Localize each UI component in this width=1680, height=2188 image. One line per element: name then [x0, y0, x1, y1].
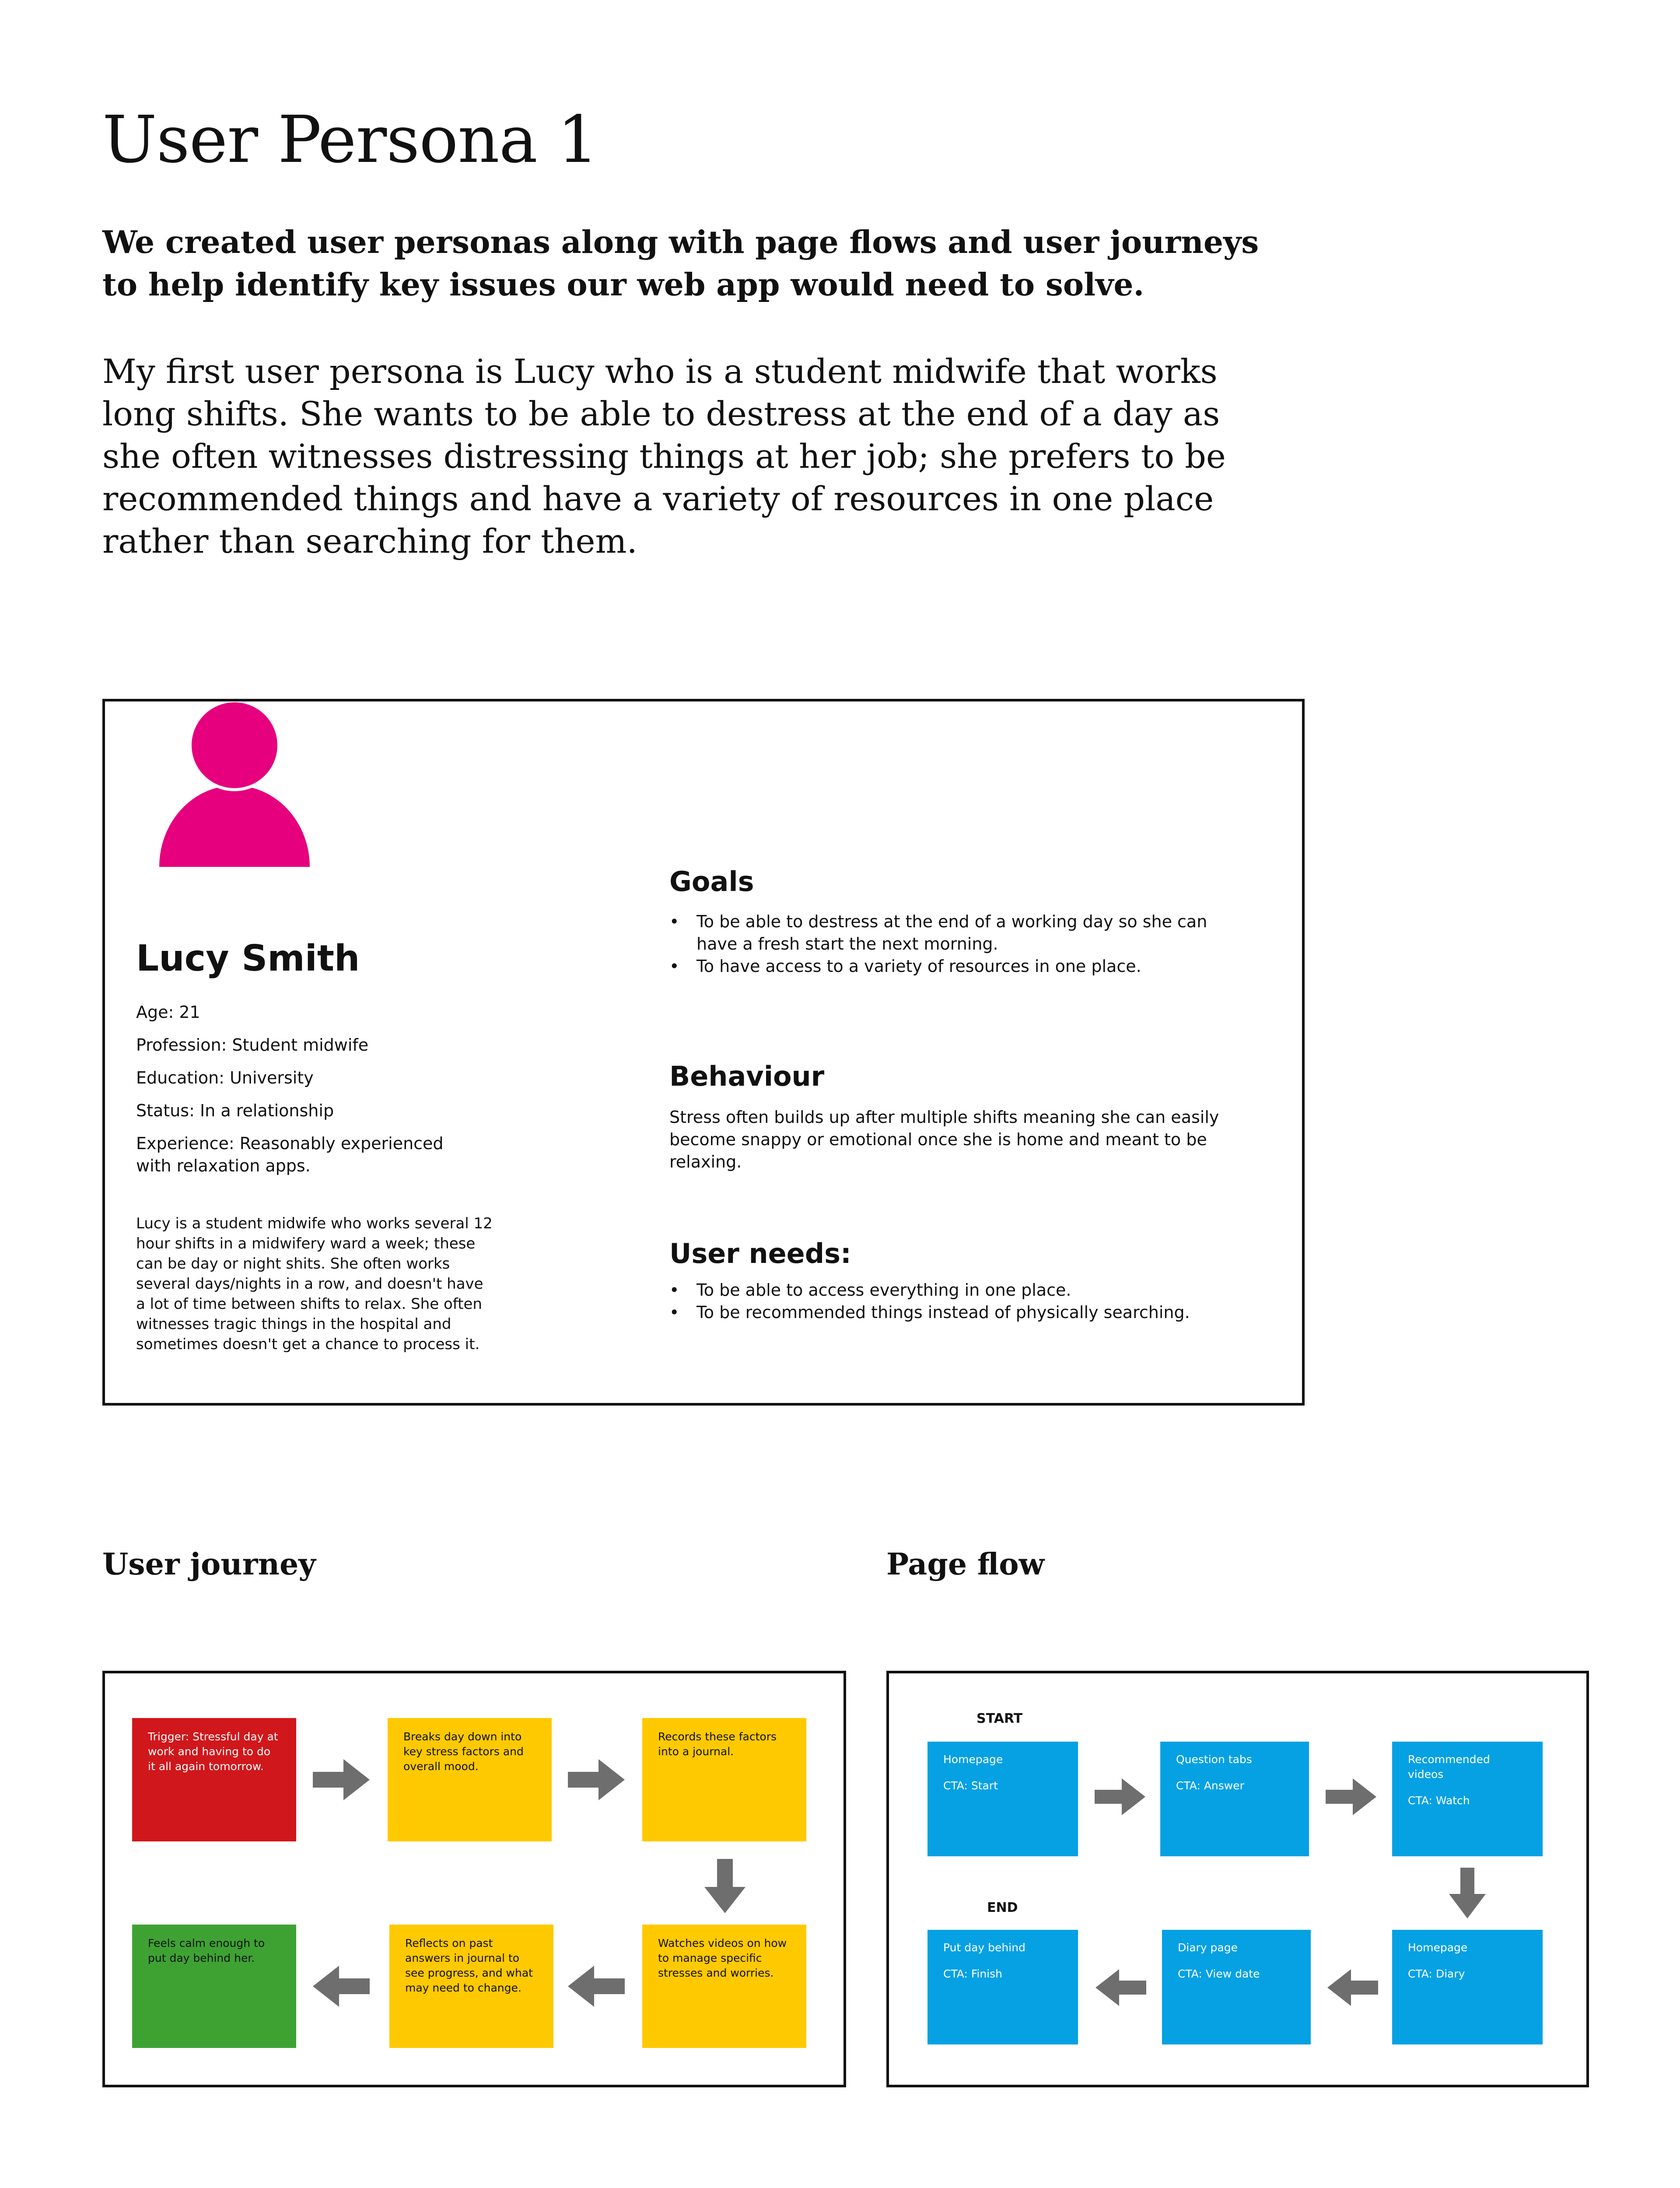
arrow-left-icon: [313, 1966, 370, 2007]
persona-profession: Profession: Student midwife: [136, 1035, 369, 1055]
arrow-right-icon: [1095, 1778, 1145, 1815]
arrow-right-icon: [313, 1759, 370, 1800]
user-avatar-icon: [158, 701, 316, 868]
flow-page-cta: CTA: Diary: [1408, 1967, 1465, 1980]
behaviour-text: Stress often builds up after multiple shifts meaning she can easily become snappy or emotional once she is home and meant to be relaxing.: [669, 1108, 1219, 1171]
journey-step-end: Feels calm enough to put day behind her.: [132, 1925, 296, 2048]
page-flow-diagram: [886, 1671, 1589, 2087]
journey-step: Records these factors into a journal.: [642, 1718, 806, 1841]
goals-list: [669, 911, 1238, 978]
journey-step-trigger: Trigger: Stressful day at work and having to do it all again tomorrow.: [132, 1718, 296, 1841]
persona-name: Lucy Smith: [136, 938, 360, 979]
user-journey-diagram: [102, 1671, 846, 2087]
page-title: User Persona 1: [102, 102, 598, 177]
behaviour-heading: Behaviour: [669, 1060, 825, 1092]
arrow-down-icon: [704, 1859, 746, 1913]
persona-age: Age: 21: [136, 1003, 200, 1022]
flow-page: [1162, 1930, 1311, 2044]
goal-item: • To be able to destress at the end of a working day so she can have a fresh start the next morning.: [669, 911, 1238, 955]
flow-page-cta: CTA: Answer: [1176, 1779, 1244, 1792]
user-needs-list: [669, 1279, 1238, 1324]
page-flow-heading: Page flow: [886, 1547, 1045, 1582]
flow-start-label: START: [976, 1711, 1023, 1726]
arrow-right-icon: [568, 1759, 625, 1800]
journey-step: Reflects on past answers in journal to see progress, and what may need to change.: [389, 1925, 553, 2048]
flow-page-name: Put day behind: [943, 1941, 1026, 1954]
goal-item: • To have access to a variety of resources in one place.: [669, 955, 1238, 978]
user-journey-heading: User journey: [102, 1547, 316, 1582]
persona-card: [102, 699, 1305, 1406]
flow-page-cta: CTA: Watch: [1408, 1794, 1470, 1807]
need-item: • To be able to access everything in one place.: [669, 1279, 1238, 1301]
intro-summary: We created user personas along with page flows and user journeys to help identify key issues our web app would need to solve.: [102, 224, 1259, 303]
arrow-left-icon: [568, 1966, 625, 2007]
flow-page: [1392, 1930, 1543, 2044]
user-needs-heading: User needs:: [669, 1238, 851, 1269]
flow-page-name: Recommended videos: [1408, 1753, 1490, 1781]
flow-page: [1160, 1742, 1309, 1856]
persona-bio: Lucy is a student midwife who works several 12 hour shifts in a midwifery ward a week; these can be day or night shits. She often works several days/nights in a row, and doesn't have a lot of time between shifts to relax. She often witnesses tragic things in the hospital and sometimes doesn't get a chance to process it.: [136, 1215, 493, 1353]
flow-page-name: Homepage: [1408, 1941, 1468, 1954]
flow-page: [928, 1742, 1078, 1856]
flow-page: [928, 1930, 1078, 2044]
journey-step: Watches videos on how to manage specific stresses and worries.: [642, 1925, 806, 2048]
persona-status: Status: In a relationship: [136, 1101, 334, 1120]
goals-heading: Goals: [669, 866, 754, 898]
persona-education: Education: University: [136, 1068, 314, 1087]
persona-experience: Experience: Reasonably experienced with relaxation apps.: [136, 1134, 444, 1176]
intro-paragraph: My first user persona is Lucy who is a student midwife that works long shifts. She wants to be able to destress at the end of a day as she often witnesses distressing things at her job; she prefers to be recommended things and have a variety of resources in one place rather than searching for them.: [102, 352, 1226, 561]
arrow-right-icon: [1326, 1778, 1376, 1815]
flow-page-cta: CTA: Finish: [943, 1967, 1002, 1980]
flow-page-name: Question tabs: [1176, 1753, 1252, 1766]
flow-page-cta: CTA: View date: [1178, 1967, 1260, 1980]
arrow-left-icon: [1327, 1969, 1378, 2006]
flow-end-label: END: [987, 1900, 1018, 1915]
arrow-left-icon: [1096, 1969, 1146, 2006]
flow-page-name: Diary page: [1178, 1941, 1238, 1954]
arrow-down-icon: [1449, 1868, 1486, 1918]
flow-page-name: Homepage: [943, 1753, 1003, 1766]
journey-step: Breaks day down into key stress factors and overall mood.: [388, 1718, 552, 1841]
flow-page-cta: CTA: Start: [943, 1779, 998, 1792]
need-item: • To be recommended things instead of physically searching.: [669, 1301, 1238, 1324]
flow-page: [1392, 1742, 1543, 1856]
